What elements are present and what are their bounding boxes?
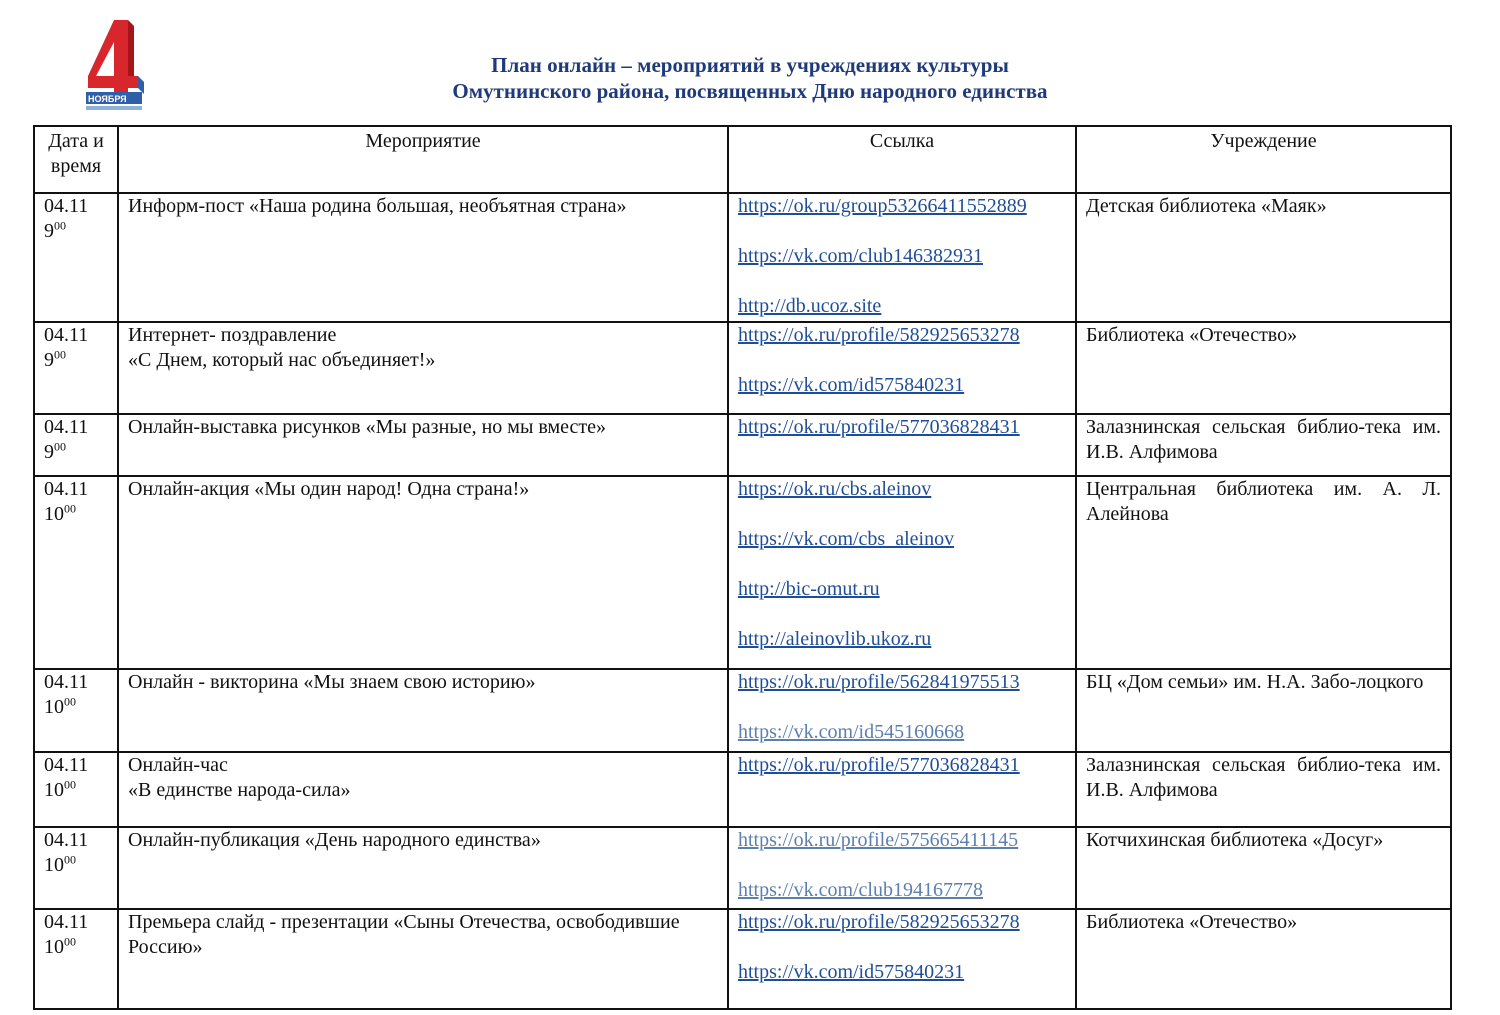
links-cell — [728, 476, 1076, 669]
event-date: 04.11 — [44, 829, 89, 851]
event-title-line: Онлайн-выставка рисунков «Мы разные, но мы вместе» — [128, 416, 607, 438]
institution-cell: Библиотека «Отечество» — [1076, 909, 1451, 1009]
event-minutes: 00 — [54, 438, 66, 453]
date-cell — [34, 752, 118, 827]
event-link[interactable]: https://ok.ru/group53266411552889 — [738, 195, 1027, 217]
links-cell — [728, 414, 1076, 476]
event-minutes: 00 — [64, 776, 76, 791]
links-cell — [728, 909, 1076, 1009]
events-table — [33, 125, 1452, 1010]
header-link: Ссылка — [728, 126, 1076, 193]
event-title-line: Информ-пост «Наша родина большая, необъятная страна» — [128, 195, 627, 217]
table-header-row — [34, 126, 1451, 193]
event-title-line: Онлайн-публикация «День народного единства» — [128, 829, 541, 851]
event-title-line: «С Днем, который нас объединяет!» — [128, 348, 436, 371]
institution-cell: Детская библиотека «Маяк» — [1076, 193, 1451, 322]
institution-cell: Библиотека «Отечество» — [1076, 322, 1451, 414]
table-row — [34, 909, 1451, 1009]
header-date: Дата и время — [34, 126, 118, 193]
event-link[interactable]: https://ok.ru/profile/562841975513 — [738, 671, 1020, 693]
event-hour: 9 — [44, 348, 54, 371]
event-date: 04.11 — [44, 416, 89, 438]
date-cell — [34, 322, 118, 414]
event-minutes: 00 — [54, 217, 66, 232]
event-link[interactable]: https://vk.com/club146382931 — [738, 245, 983, 267]
event-cell — [118, 193, 728, 322]
date-cell — [34, 414, 118, 476]
event-link[interactable]: https://ok.ru/profile/577036828431 — [738, 754, 1020, 776]
event-cell — [118, 752, 728, 827]
table-row — [34, 476, 1451, 669]
event-link[interactable]: http://db.ucoz.site — [738, 295, 882, 317]
event-title-line: «В единстве народа-сила» — [128, 778, 351, 801]
links-cell — [728, 827, 1076, 909]
header-institution: Учреждение — [1076, 126, 1451, 193]
links-cell — [728, 193, 1076, 322]
event-minutes: 00 — [64, 933, 76, 948]
event-time — [44, 778, 108, 803]
table-row — [34, 669, 1451, 752]
event-date: 04.11 — [44, 324, 89, 346]
event-minutes: 00 — [64, 851, 76, 866]
event-link[interactable]: http://aleinovlib.ukoz.ru — [738, 628, 932, 650]
table-row — [34, 752, 1451, 827]
event-time — [44, 502, 108, 527]
institution-cell: Котчихинская библиотека «Досуг» — [1076, 827, 1451, 909]
event-date: 04.11 — [44, 671, 89, 693]
date-cell — [34, 669, 118, 752]
event-minutes: 00 — [54, 346, 66, 361]
event-minutes: 00 — [64, 693, 76, 708]
event-cell — [118, 414, 728, 476]
event-time — [44, 695, 108, 720]
event-date: 04.11 — [44, 195, 89, 217]
institution-cell: БЦ «Дом семьи» им. Н.А. Забо-лоцкого — [1076, 669, 1451, 752]
institution-cell: Залазнинская сельская библио-тека им. И.В. Алфимова — [1076, 752, 1451, 827]
event-title-line: Онлайн-акция «Мы один народ! Одна страна!» — [128, 478, 530, 500]
event-link[interactable]: https://ok.ru/profile/582925653278 — [738, 324, 1020, 346]
page-title-line1: План онлайн – мероприятий в учреждениях культуры — [491, 53, 1009, 77]
event-time — [44, 935, 108, 960]
event-time — [44, 440, 108, 465]
event-date: 04.11 — [44, 478, 89, 500]
event-hour: 10 — [44, 695, 64, 718]
header-event: Мероприятие — [118, 126, 728, 193]
event-minutes: 00 — [64, 500, 76, 515]
event-time — [44, 348, 108, 373]
event-hour: 9 — [44, 440, 54, 463]
event-cell — [118, 669, 728, 752]
institution-cell: Залазнинская сельская библио-тека им. И.В. Алфимова — [1076, 414, 1451, 476]
event-title-line: Онлайн - викторина «Мы знаем свою историю» — [128, 671, 536, 693]
links-cell — [728, 669, 1076, 752]
links-cell — [728, 752, 1076, 827]
event-cell — [118, 476, 728, 669]
event-title-line: Премьера слайд - презентации «Сыны Отечества, освободившие Россию» — [128, 911, 680, 958]
event-hour: 10 — [44, 778, 64, 801]
page-title-line2: Омутнинского района, посвященных Дню народного единства — [452, 79, 1048, 103]
event-hour: 10 — [44, 853, 64, 876]
event-link[interactable]: https://vk.com/club194167778 — [738, 879, 983, 901]
date-cell — [34, 827, 118, 909]
event-link[interactable]: https://ok.ru/profile/582925653278 — [738, 911, 1020, 933]
table-row — [34, 322, 1451, 414]
event-cell — [118, 322, 728, 414]
event-link[interactable]: https://ok.ru/cbs.aleinov — [738, 478, 932, 500]
event-title-line: Онлайн-час — [128, 754, 228, 776]
event-cell — [118, 909, 728, 1009]
event-title-line: Интернет- поздравление — [128, 324, 337, 346]
date-cell — [34, 476, 118, 669]
date-cell — [34, 193, 118, 322]
logo-caption: НОЯБРЯ — [88, 94, 127, 104]
links-cell — [728, 322, 1076, 414]
event-date: 04.11 — [44, 911, 89, 933]
event-link[interactable]: https://ok.ru/profile/577036828431 — [738, 416, 1020, 438]
event-link[interactable]: https://vk.com/cbs_aleinov — [738, 528, 955, 550]
event-link[interactable]: https://vk.com/id575840231 — [738, 961, 965, 983]
event-hour: 10 — [44, 502, 64, 525]
date-cell — [34, 909, 118, 1009]
event-link[interactable]: https://vk.com/id545160668 — [738, 721, 965, 743]
event-hour: 10 — [44, 935, 64, 958]
event-hour: 9 — [44, 219, 54, 242]
event-link[interactable]: http://bic-omut.ru — [738, 578, 880, 600]
event-link[interactable]: https://vk.com/id575840231 — [738, 374, 965, 396]
table-row — [34, 193, 1451, 322]
event-date: 04.11 — [44, 754, 89, 776]
table-row — [34, 414, 1451, 476]
institution-cell: Центральная библиотека им. А. Л. Алейнова — [1076, 476, 1451, 669]
event-time — [44, 853, 108, 878]
event-time — [44, 219, 108, 244]
event-link[interactable]: https://ok.ru/profile/575665411145 — [738, 829, 1019, 851]
table-row — [34, 827, 1451, 909]
event-cell — [118, 827, 728, 909]
